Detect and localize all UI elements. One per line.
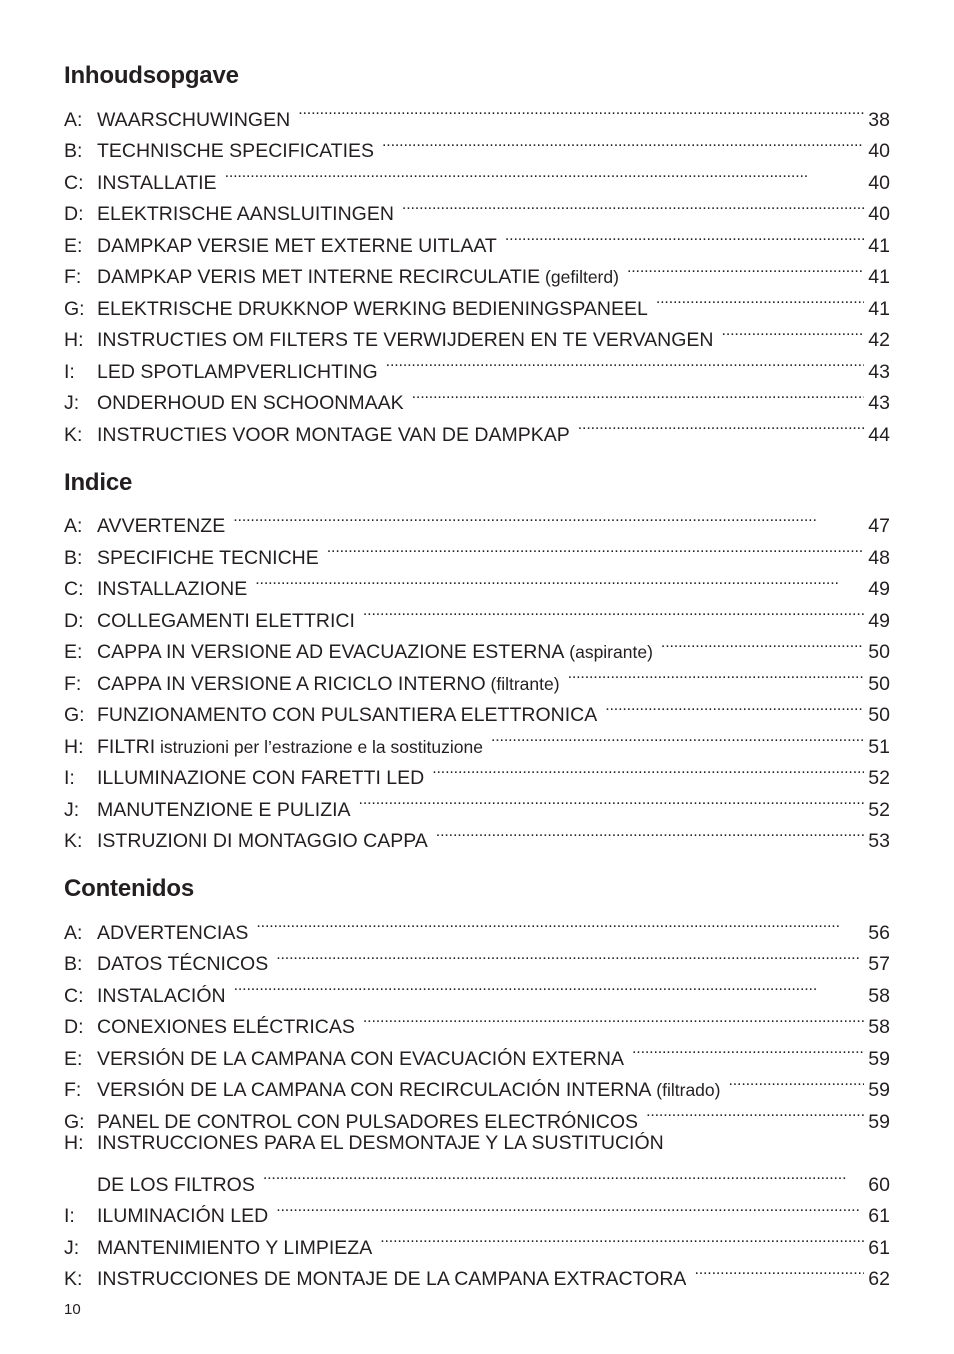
dot-leader (694, 1254, 864, 1286)
entry-page-number: 57 (868, 953, 890, 975)
entry-subtitle: istruzioni per l’estrazione e la sostituzione (155, 736, 483, 757)
entry-page-number: 61 (868, 1205, 890, 1227)
entry-letter: J: (64, 1236, 80, 1259)
entry-subtitle: (gefilterd) (540, 267, 619, 287)
dot-leader (359, 784, 864, 816)
dot-leader (255, 564, 864, 596)
dot-leader (728, 1065, 864, 1097)
entry-title (97, 262, 619, 294)
dot-leader (656, 283, 864, 315)
dot-leader (234, 970, 864, 1002)
entry-page-number: 58 (868, 984, 890, 1007)
entry-title (97, 574, 247, 606)
entry-title-text: DAMPKAP VERSIE MET EXTERNE UITLAAT (97, 234, 497, 257)
entry-title-text: ISTRUZIONI DI MONTAGGIO CAPPA (97, 830, 428, 852)
entry-title (97, 511, 225, 543)
entry-title (97, 231, 497, 263)
entry-page-number: 40 (868, 203, 890, 225)
toc-entry[interactable] (64, 94, 890, 131)
toc-list (64, 94, 890, 446)
section-title: Inhoudsopgave (64, 62, 239, 89)
dot-leader (605, 690, 864, 722)
entry-title (97, 795, 351, 827)
toc-list (64, 907, 890, 1290)
section-title: Indice (64, 468, 133, 496)
dot-leader (276, 1191, 864, 1223)
entry-title-text: INSTALLAZIONE (97, 578, 248, 600)
entry-title (97, 981, 226, 1013)
entry-title (97, 1170, 255, 1202)
entry-page-number: 53 (868, 830, 890, 852)
entry-letter: J: (64, 392, 80, 414)
entry-title-text: AVVERTENZE (97, 515, 226, 537)
dot-leader (402, 189, 864, 221)
entry-title-text: ELEKTRISCHE DRUKKNOP WERKING BEDIENINGSPANEEL (97, 297, 648, 320)
entry-page-number: 59 (868, 1110, 890, 1133)
entry-page-number: 38 (868, 108, 890, 131)
entry-title-text: COLLEGAMENTI ELETTRICI (97, 609, 355, 632)
dot-leader (436, 816, 864, 848)
entry-title (97, 105, 290, 137)
page-number: 10 (64, 1301, 81, 1318)
entry-letter: G: (64, 1110, 85, 1133)
entry-title (97, 1233, 372, 1265)
toc-section (64, 465, 890, 852)
entry-letter: A: (64, 515, 83, 537)
entry-title (97, 294, 648, 326)
entry-title-text: INSTRUCCIONES PARA EL DESMONTAJE Y LA SUSTITUCIÓN (97, 1131, 664, 1154)
entry-page-number: 41 (868, 234, 890, 257)
entry-title-text: LED SPOTLAMPVERLICHTING (97, 360, 378, 383)
entry-letter: C: (64, 171, 84, 194)
entry-page-number: 60 (868, 1173, 890, 1196)
entry-title (97, 826, 428, 858)
entry-letter: G: (64, 297, 85, 320)
entry-title-text: ILUMINACIÓN LED (97, 1205, 269, 1227)
section-title: Contenidos (64, 875, 194, 902)
entry-letter: B: (64, 546, 83, 569)
entry-letter: A: (64, 108, 83, 131)
toc-entry[interactable] (64, 501, 890, 537)
entry-page-number: 52 (868, 767, 890, 789)
entry-letter: H: (64, 329, 84, 351)
entry-letter: H: (64, 1131, 84, 1154)
table-of-contents (64, 58, 890, 1309)
entry-title (97, 918, 248, 950)
entry-title-text: VERSIÓN DE LA CAMPANA CON EVACUACIÓN EXTERNA (97, 1047, 624, 1070)
dot-leader (568, 658, 864, 690)
entry-letter: I: (64, 767, 75, 789)
entry-title (97, 669, 560, 701)
entry-page-number: 43 (868, 392, 890, 414)
entry-title-text: CONEXIONES ELÉCTRICAS (97, 1016, 355, 1038)
dot-leader (646, 1096, 864, 1128)
entry-title (97, 1044, 624, 1076)
entry-title (97, 606, 355, 638)
entry-title (97, 420, 570, 452)
entry-page-number: 41 (868, 297, 890, 320)
dot-leader (432, 753, 864, 785)
entry-title-text: INSTRUCTIES OM FILTERS TE VERWIJDEREN EN TE VERVANGEN (97, 329, 714, 351)
entry-title (97, 1128, 664, 1160)
dot-leader (256, 907, 864, 939)
entry-page-number: 47 (868, 515, 890, 537)
entry-title-text: DE LOS FILTROS (97, 1173, 255, 1196)
toc-section (64, 871, 890, 1290)
entry-letter: I: (64, 360, 75, 383)
entry-title-text: VERSIÓN DE LA CAMPANA CON RECIRCULACIÓN INTERNA (97, 1079, 652, 1101)
entry-subtitle: (filtrante) (485, 673, 560, 694)
entry-title (97, 357, 378, 389)
entry-title-text: INSTALACIÓN (97, 984, 226, 1007)
dot-leader (722, 315, 864, 347)
entry-page-number: 50 (868, 672, 890, 695)
entry-page-number: 44 (868, 423, 890, 446)
entry-title-text: MANTENIMIENTO Y LIMPIEZA (97, 1236, 373, 1259)
dot-leader (505, 220, 864, 252)
entry-letter: F: (64, 266, 82, 288)
entry-page-number: 52 (868, 798, 890, 821)
entry-title (97, 1264, 686, 1296)
entry-title-text: PANEL DE CONTROL CON PULSADORES ELECTRÓNICOS (97, 1110, 639, 1133)
entry-letter: I: (64, 1205, 75, 1227)
entry-page-number: 42 (868, 329, 890, 351)
toc-entry[interactable] (64, 1128, 890, 1160)
entry-letter: K: (64, 423, 83, 446)
dot-leader (627, 252, 864, 284)
dot-leader (298, 94, 864, 126)
entry-title-text: FILTRI (97, 735, 156, 758)
entry-title-text: WAARSCHUWINGEN (97, 108, 291, 131)
dot-leader (327, 532, 864, 564)
dot-leader (491, 721, 864, 753)
dot-leader (578, 409, 864, 441)
entry-page-number: 59 (868, 1047, 890, 1070)
entry-title-text: CAPPA IN VERSIONE A RICICLO INTERNO (97, 672, 486, 695)
entry-title (97, 168, 217, 200)
entry-title-text: FUNZIONAMENTO CON PULSANTIERA ELETTRONICA (97, 704, 598, 726)
entry-subtitle: (filtrado) (651, 1080, 721, 1100)
entry-page-number: 61 (868, 1236, 890, 1259)
entry-page-number: 51 (868, 735, 890, 758)
entry-page-number: 56 (868, 921, 890, 944)
entry-letter: E: (64, 1047, 83, 1070)
entry-title (97, 388, 404, 420)
entry-page-number: 49 (868, 609, 890, 632)
entry-letter: C: (64, 984, 84, 1007)
entry-title-text: ILLUMINAZIONE CON FARETTI LED (97, 767, 425, 789)
entry-title (97, 199, 394, 231)
entry-title-text: CAPPA IN VERSIONE AD EVACUAZIONE ESTERNA (97, 641, 565, 663)
entry-title-text: INSTRUCTIES VOOR MONTAGE VAN DE DAMPKAP (97, 423, 570, 446)
entry-letter: D: (64, 1016, 84, 1038)
entry-title-text: ELEKTRISCHE AANSLUITINGEN (97, 203, 394, 225)
toc-list (64, 501, 890, 852)
entry-page-number: 58 (868, 1016, 890, 1038)
entry-letter: F: (64, 672, 82, 695)
entry-letter: E: (64, 234, 83, 257)
entry-title-text: INSTRUCCIONES DE MONTAJE DE LA CAMPANA EXTRACTORA (97, 1268, 687, 1290)
dot-leader (233, 501, 864, 533)
entry-title-text: TECHNISCHE SPECIFICATIES (97, 140, 375, 162)
entry-letter: C: (64, 578, 84, 600)
entry-letter: K: (64, 830, 83, 852)
entry-title (97, 1075, 720, 1107)
dot-leader (412, 378, 864, 410)
toc-section (64, 58, 890, 446)
dot-leader (632, 1033, 864, 1065)
entry-title-text: DATOS TÉCNICOS (97, 953, 269, 975)
entry-letter: D: (64, 609, 84, 632)
entry-letter: H: (64, 735, 84, 758)
dot-leader (363, 595, 864, 627)
dot-leader (382, 126, 864, 158)
toc-entry[interactable] (64, 907, 890, 944)
entry-page-number: 40 (868, 171, 890, 194)
entry-page-number: 48 (868, 546, 890, 569)
entry-letter: B: (64, 953, 83, 975)
entry-page-number: 50 (868, 704, 890, 726)
entry-page-number: 41 (868, 266, 890, 288)
dot-leader (661, 627, 864, 659)
dot-leader (363, 1002, 864, 1034)
entry-letter: G: (64, 704, 85, 726)
entry-page-number: 43 (868, 360, 890, 383)
entry-letter: J: (64, 798, 80, 821)
entry-title-text: ADVERTENCIAS (97, 921, 249, 944)
entry-page-number: 50 (868, 641, 890, 663)
entry-letter: F: (64, 1079, 82, 1101)
entry-title-text: MANUTENZIONE E PULIZIA (97, 798, 351, 821)
entry-title-text: INSTALLATIE (97, 171, 217, 194)
entry-letter: B: (64, 140, 83, 162)
entry-subtitle: (aspirante) (564, 642, 653, 662)
entry-letter: A: (64, 921, 83, 944)
entry-title-text: ONDERHOUD EN SCHOONMAAK (97, 392, 404, 414)
entry-title (97, 1012, 355, 1044)
entry-title-text: DAMPKAP VERIS MET INTERNE RECIRCULATIE (97, 266, 541, 288)
dot-leader (380, 1222, 864, 1254)
entry-title-text: SPECIFICHE TECNICHE (97, 546, 319, 569)
dot-leader (263, 1159, 864, 1191)
entry-page-number: 59 (868, 1079, 890, 1101)
entry-page-number: 49 (868, 578, 890, 600)
entry-title (97, 732, 483, 764)
entry-letter: D: (64, 203, 84, 225)
entry-letter: K: (64, 1268, 83, 1290)
entry-title (97, 1201, 268, 1233)
entry-page-number: 62 (868, 1268, 890, 1290)
dot-leader (276, 939, 864, 971)
entry-page-number: 40 (868, 140, 890, 162)
dot-leader (225, 157, 864, 189)
dot-leader (386, 346, 864, 378)
toc-entry-continuation[interactable] (64, 1159, 890, 1196)
entry-letter: E: (64, 641, 83, 663)
